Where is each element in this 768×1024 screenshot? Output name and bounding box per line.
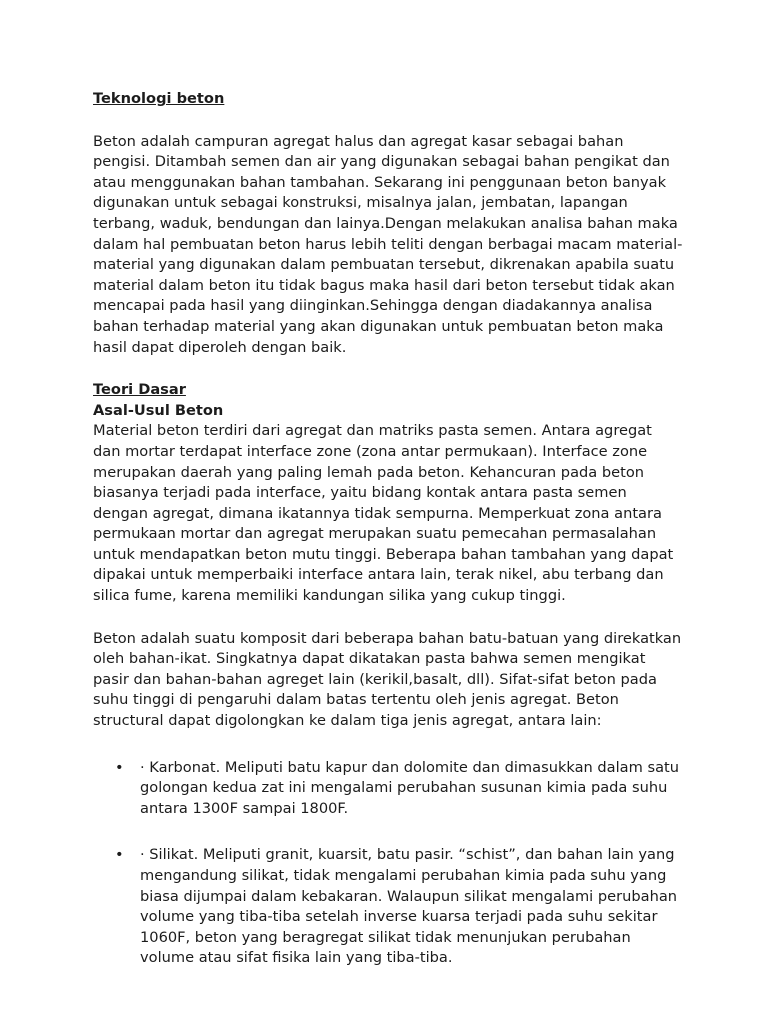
section-title: Teori Dasar <box>93 381 186 399</box>
body-paragraph: Material beton terdiri dari agregat dan matriks pasta semen. Antara agregat dan mortar terdapat interface zone (zona antar permukaan). Interface zone merupakan daerah yang paling lemah pada beton. Kehancuran pada beton biasanya terjadi pada interface, yaitu bidang kontak antara pasta semen dengan agregat, dimana ikatannya tidak sempurna. Memperkuat zona antara permukaan mortar dan agregat merupakan suatu pemecahan permasalahan untuk mendapatkan beton mutu tinggi. Beberapa bahan tambahan yang dapat dipakai untuk memperbaiki interface antara lain, terak nikel, abu terbang dan silica fume, karena memiliki kandungan silika yang cukup tinggi. <box>93 422 674 605</box>
bullet-list <box>93 758 683 969</box>
bullet-icon: • <box>115 758 124 776</box>
paragraph-gap <box>93 607 683 629</box>
list-item-text: · Karbonat. Meliputi batu kapur dan dolomite dan dimasukkan dalam satu golongan kedua zat ini mengalami perubahan susunan kimia pada suhu antara 1300F sampai 1800F. <box>140 758 679 817</box>
body-paragraph: Beton adalah suatu komposit dari beberapa bahan batu-batuan yang direkatkan oleh bahan-ikat. Singkatnya dapat dikatakan pasta bahwa semen mengikat pasir dan bahan-bahan agreget lain (kerikil,basalt, dll). Sifat-sifat beton pada suhu tinggi di pengaruhi dalam batas tertentu oleh jenis agregat. Beton structural dapat digolongkan ke dalam tiga jenis agregat, antara lain: <box>93 629 682 730</box>
list-item <box>93 758 683 820</box>
paragraph-gap <box>93 358 683 380</box>
document-page <box>93 89 683 995</box>
bullet-icon: • <box>115 846 124 864</box>
document-title: Teknologi beton <box>93 90 225 107</box>
intro-paragraph: Beton adalah campuran agregat halus dan agregat kasar sebagai bahan pengisi. Ditambah semen dan air yang digunakan sebagai bahan pengikat dan atau menggunakan bahan tambahan. Sekarang ini penggunaan beton banyak digunakan untuk sebagai konstruksi, misalnya jalan, jembatan, lapangan terbang, waduk, bendungan dan lainya.Dengan melakukan analisa bahan maka dalam hal pembuatan beton harus lebih teliti dengan berbagai macam material-material yang digunakan dalam pembuatan tersebut, dikrenakan apabila suatu material dalam beton itu tidak bagus maka hasil dari beton tersebut tidak akan mencapai pada hasil yang diinginkan.Sehingga dengan diadakannya analisa bahan terhadap material yang akan digunakan untuk pembuatan beton maka hasil dapat diperoleh dengan baik. <box>93 132 683 356</box>
list-item-text: · Silikat. Meliputi granit, kuarsit, batu pasir. “schist”, dan bahan lain yang mengandung silikat, tidak mengalami perubahan kimia pada suhu yang biasa dijumpai dalam kebakaran. Walaupun silikat mengalami perubahan volume yang tiba-tiba setelah inverse kuarsa terjadi pada suhu sekitar 1060F, beton yang beragregat silikat tidak menunjukan perubahan volume atau sifat fisika lain yang tiba-tiba. <box>140 846 678 967</box>
list-item <box>93 845 683 969</box>
subsection-title: Asal-Usul Beton <box>93 401 224 419</box>
